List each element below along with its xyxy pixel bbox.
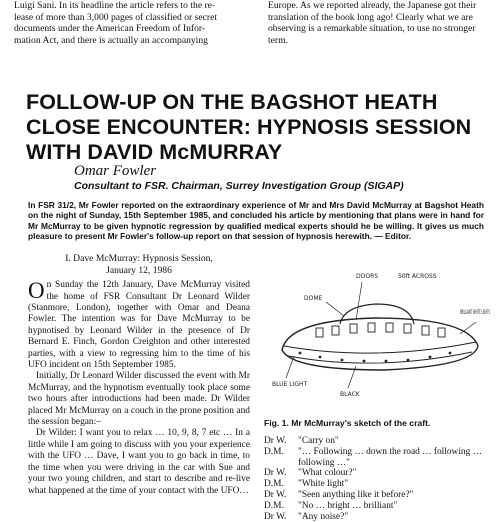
text-line: mation Act, and there is actually an accompanying (14, 34, 208, 46)
speaker: D.M. (264, 479, 284, 490)
dialogue-line (264, 512, 492, 522)
article-headline: FOLLOW-UP ON THE BAGSHOT HEATH CLOSE ENCOUNTER: HYPNOSIS SESSION WITH DAVID McMURRAY (26, 90, 472, 164)
utterance: "White light" (298, 479, 349, 490)
author-affiliation: Consultant to FSR. Chairman, Surrey Investigation Group (SIGAP) (74, 180, 404, 192)
text-line: observing is a remarkable situation, to use no stronger (268, 23, 476, 35)
label-blue: BLUE LIGHT (272, 381, 308, 388)
dialogue-line (264, 490, 492, 501)
utterance: "What colour?" (298, 468, 357, 479)
text-line: translation of the book long ago! Clearly what we are (268, 11, 473, 23)
section-heading (28, 253, 250, 276)
text-line: Luigi Sani. In its headline the article refers to the re- (14, 0, 216, 11)
body-paragraph: Initially, Dr Leonard Wilder discussed the event with Mr McMurray, and the hypnotism eventually took place some two hours after introductions had been made. Dr Wilder placed Mr McMurray on a couch in the prone position and the session began:– (28, 371, 250, 428)
speaker: Dr W. (264, 468, 287, 479)
craft-sketch-figure (264, 254, 492, 414)
dialogue-line (264, 468, 492, 479)
dialogue-line (264, 479, 492, 490)
utterance: "Carry on" (298, 436, 339, 446)
saucer-rim-lower (288, 352, 472, 363)
utterance: "Any noise?" (298, 511, 349, 522)
saucer-rim (284, 342, 476, 353)
body-paragraph: Dr Wilder: I want you to relax … 10, 9, 8, 7 etc … In a little while I am going to discuss with you your experience with the UFO … Dave, I want you to go back in time, to the time when you were driving in the car with Sue and your two young children, and start to describe and re-live what happened at the time of your contact with the UFO… (28, 428, 250, 496)
label-dome: DOME (304, 295, 323, 302)
saucer-body (282, 318, 478, 370)
article-author: Omar Fowler (74, 163, 157, 179)
craft-sketch (264, 254, 492, 414)
previous-article-left-column (14, 0, 248, 46)
dialogue-transcript (264, 436, 492, 522)
drop-cap: O (28, 278, 45, 304)
label-doors: DOORS (356, 273, 379, 280)
dialogue-line (264, 447, 492, 469)
editor-intro: In FSR 31/2, Mr Fowler reported on the extraordinary experience of Mr and Mrs David McMurray at Bagshot Heath on the night of Sunday, 15th September 1985, and concluded his article by mentioning that plans were in hand for Mr McMurray to be given hypnotic regression by qualified medical experts should he be willing. It gives us much pleasure to present Mr Fowler's follow-up report on that session of hypnosis herewith. — Editor. (28, 200, 484, 242)
section-heading-line: I. Dave McMurray: Hypnosis Session, (65, 253, 213, 264)
text-line: documents under the American Freedom of Infor- (14, 23, 206, 35)
speaker: D.M. (264, 446, 284, 457)
arrow-dome (326, 302, 344, 316)
speaker: Dr W. (264, 489, 287, 500)
utterance: "No … bright … brilliant" (298, 500, 398, 511)
arrow-doors (356, 282, 362, 320)
figure-caption: Fig. 1. Mr McMurray's sketch of the craft. (264, 418, 431, 428)
previous-article-right-column (268, 0, 490, 46)
doors-row (316, 323, 445, 337)
dialogue-line (264, 436, 492, 447)
article-left-column (28, 253, 250, 497)
text-line: Europe. As we reported already, the Japanese got their (268, 0, 477, 11)
utterance: "Seen anything like it before?" (298, 489, 414, 500)
label-black: BLACK (340, 391, 360, 398)
arrow-lights (460, 322, 476, 334)
speaker: D.M. (264, 500, 284, 511)
dome-shape (340, 304, 414, 324)
text-line: lease of more than 3,000 pages of classified or secret (14, 11, 217, 23)
speaker: Dr W. (264, 511, 287, 522)
speaker: Dr W. (264, 436, 287, 446)
section-heading-line: January 12, 1986 (106, 264, 172, 276)
utterance: "… Following … down the road … following … following …" (298, 446, 483, 468)
arrow-blue (286, 356, 294, 378)
text-line: term. (268, 34, 288, 46)
body-paragraph (28, 280, 250, 371)
dialogue-line (264, 501, 492, 512)
paragraph-text: n Sunday the 12th January, Dave McMurray visited the home of FSR Consultant Dr Leonard Wilder (Stanmore, London), together with Omar and Deana Fowler. The intention was for Dave McMurray to be hypnotised by Leonard Wilder in the presence of Dr Bernard E. Finch, Gordon Creighton and other interested parties, with a view to regressing him to the time of his UFO incident on 15th September 1985. (28, 280, 250, 371)
label-across: 50ft ACROSS (398, 273, 437, 280)
label-brilliant: BRILLIANT WHITE LIGHTS (460, 309, 491, 316)
